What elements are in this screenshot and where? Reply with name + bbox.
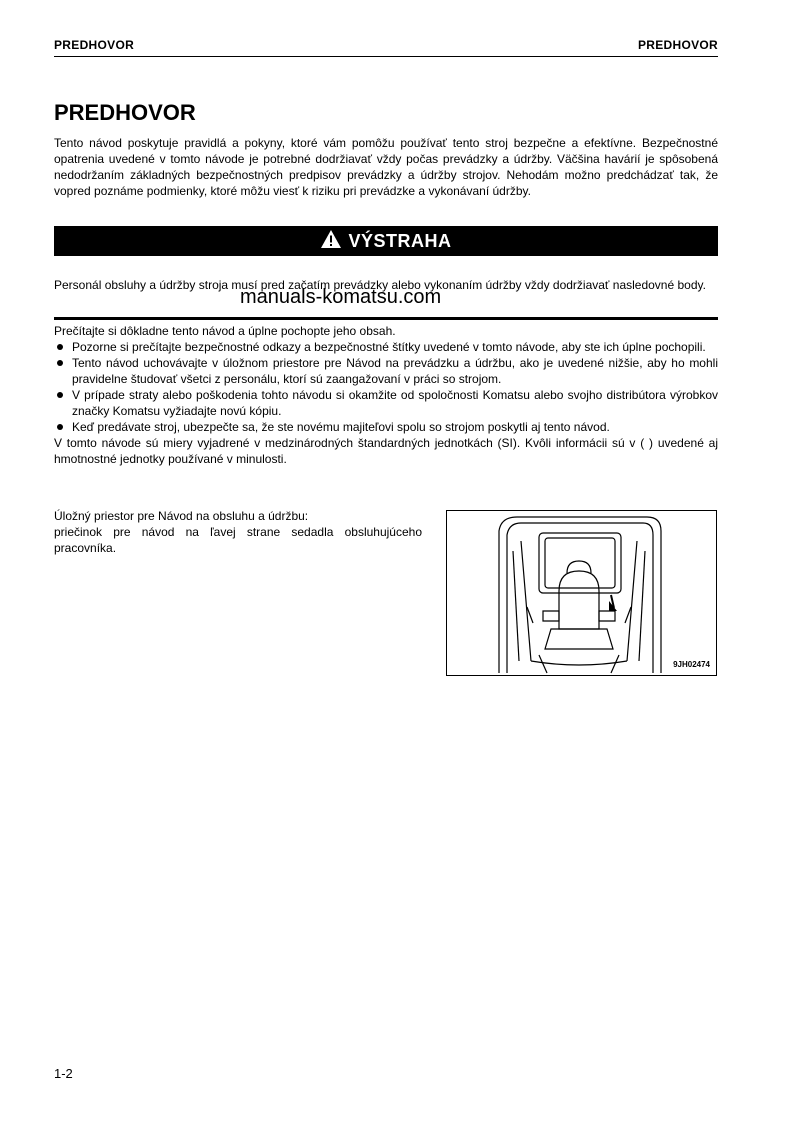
storage-line1: Úložný priestor pre Návod na obsluhu a údržbu: (54, 509, 309, 523)
cab-figure (446, 510, 717, 676)
intro-paragraph: Tento návod poskytuje pravidlá a pokyny, ktoré vám pomôžu používať tento stroj bezpečne a efektívne. Bezpečnostné opatrenia uvedené v tomto návode je potrebné dodržiavať vždy počas prevádzky a údržby. Väčšina havárií je spôsobená nedodržaním základných bezpečnostných predpisov prevádzky a údržby strojov. Nehodám možno predchádzať tak, že vopred poznáme podmienky, ktoré môžu viesť k riziku pri prevádzke a vykonávaní údržby. (54, 136, 718, 198)
warning-body (54, 323, 718, 467)
figure-code: 9JH02474 (673, 660, 710, 669)
warning-triangle-icon (320, 229, 342, 254)
warning-banner (54, 226, 718, 256)
storage-line2: priečinok pre návod na ľavej strane sedadla obsluhujúceho pracovníka. (54, 525, 422, 555)
storage-text (54, 508, 422, 556)
header-left: PREDHOVOR (54, 38, 135, 52)
warning-divider (54, 317, 718, 320)
watermark: manuals-komatsu.com (240, 286, 442, 308)
page-number: 1-2 (54, 1066, 73, 1081)
header-right: PREDHOVOR (637, 38, 718, 52)
warning-text: Personál obsluhy a údržby stroja musí pred začatím prevádzky alebo vykonaním údržby vždy dodržiavať nasledovné body. (54, 278, 706, 292)
units-note: V tomto návode sú miery vyjadrené v medzinárodných štandardných jednotkách (SI). Kvôli informácii sú v ( ) uvedené aj hmotnostné jednotky používané v minulosti. (54, 436, 718, 466)
cab-interior-illustration (447, 511, 716, 675)
page-title: PREDHOVOR (54, 100, 196, 125)
list-item: Pozorne si prečítajte bezpečnostné odkazy a bezpečnostné štítky uvedené v tomto návode, aby ste ich úplne pochopili. (54, 339, 718, 355)
header-divider (54, 56, 718, 57)
warning-label: VÝSTRAHA (348, 230, 452, 251)
list-item: Keď predávate stroj, ubezpečte sa, že ste novému majiteľovi spolu so strojom poskytli aj tento návod. (54, 419, 718, 435)
bullet-list (54, 339, 718, 435)
list-item: Tento návod uchovávajte v úložnom priestore pre Návod na prevádzku a údržbu, ako je uvedené nižšie, aby ho mohli pravidelne študovať všetci z personálu, ktorí sú zaangažovaní v práci so strojom. (54, 355, 718, 387)
list-item: V prípade straty alebo poškodenia tohto návodu si okamžite od spoločnosti Komatsu alebo svojho distribútora výrobkov značky Komatsu vyžiadajte novú kópiu. (54, 387, 718, 419)
read-intro: Prečítajte si dôkladne tento návod a úplne pochopte jeho obsah. (54, 324, 396, 338)
